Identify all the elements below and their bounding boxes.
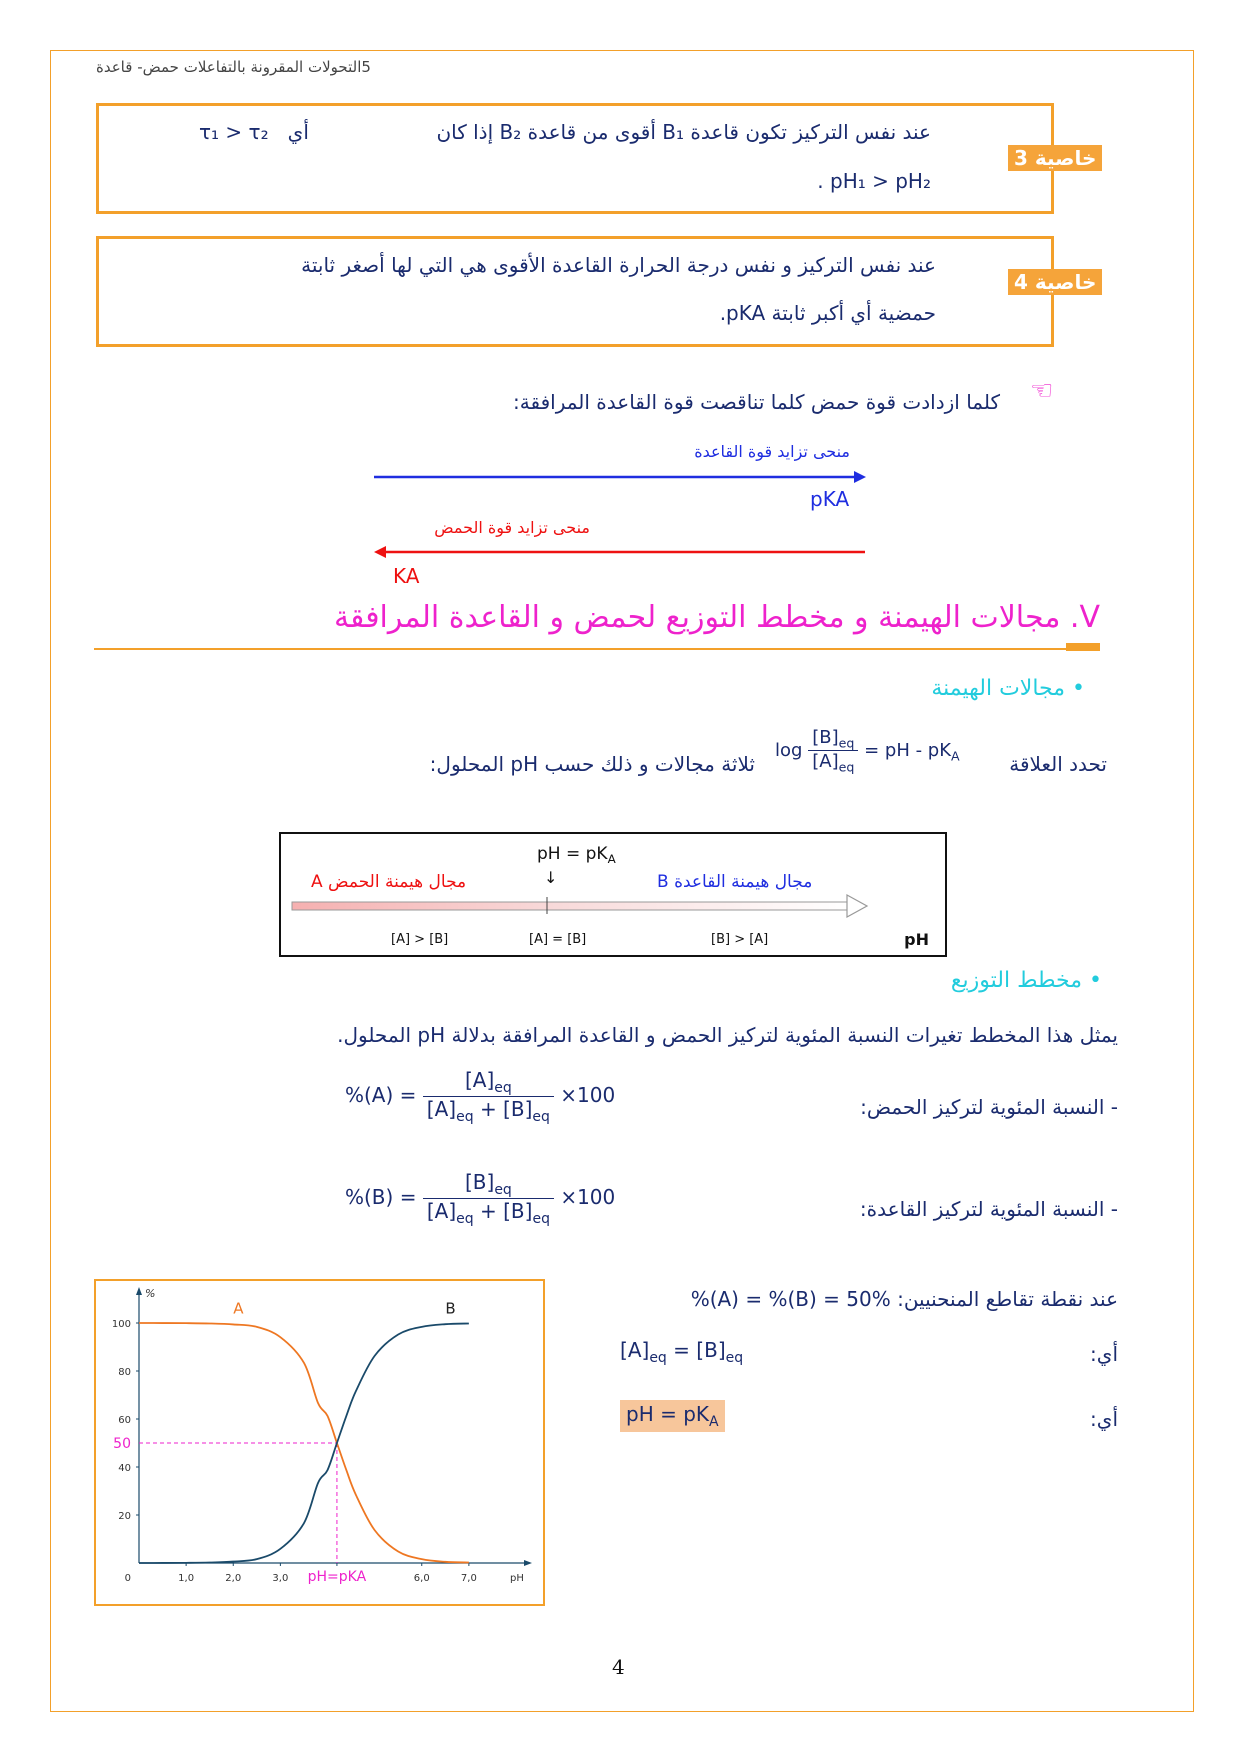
pka-marker: pH = $pK_A$ — [537, 844, 616, 867]
intersection-ay-1: أي: — [1090, 1342, 1118, 1366]
acid-percent-formula: %(A) = $\frac{[A]_{eq}}{[A]_{eq} + [B]_{eq}}$ ×100 — [345, 1068, 616, 1125]
x-axis-label: pH — [510, 1573, 524, 1584]
relation-formula: log $\frac{[B]_{eq}}{[A]_{eq}}$ = pH - $pK_A$ — [775, 727, 960, 775]
section-divider — [94, 648, 1100, 650]
domains-bullet: • مجالات الهيمنة — [931, 676, 1085, 701]
acid-percent-label: - النسبة المئوية لتركيز الحمض: — [860, 1095, 1118, 1119]
fifty-percent-label: 50 — [113, 1436, 131, 1452]
x-tick-label-origin: 0 — [124, 1573, 131, 1584]
x-axis-arrowhead — [524, 1560, 532, 1566]
equal-condition: [A] = [B] — [529, 932, 587, 947]
y-axis-label: % — [145, 1287, 156, 1300]
intersection-text: عند نقطة تقاطع المنحنيين: %(A) = %(B) = 50% — [690, 1287, 1118, 1311]
acid-strength-label: منحى تزايد قوة الحمض — [434, 518, 590, 537]
y-axis-arrowhead — [136, 1287, 142, 1295]
property-4-tag: خاصية 4 — [1008, 269, 1102, 295]
property-4-line1: عند نفس التركيز و نفس درجة الحرارة القاعدة الأقوى هي التي لها أصغر ثابتة — [301, 253, 936, 277]
pka-symbol: pKA — [810, 487, 850, 511]
base-strength-arrow — [370, 470, 870, 484]
section-divider-accent — [1066, 643, 1100, 651]
page-header: 5التحولات المقرونة بالتفاعلات حمض- قاعدة — [96, 58, 371, 76]
y-tick-label: 40 — [118, 1463, 131, 1474]
series-B-label: B — [445, 1299, 456, 1318]
x-tick-label: 1,0 — [178, 1573, 195, 1584]
ka-symbol: KA — [393, 564, 420, 588]
base-strength-label: منحى تزايد قوة القاعدة — [694, 442, 850, 461]
base-percent-formula: %(B) = $\frac{[B]_{eq}}{[A]_{eq} + [B]_{eq}}$ ×100 — [345, 1170, 616, 1227]
distribution-chart — [94, 1279, 545, 1606]
property-4-line2: حمضية أي أكبر ثابتة pKA. — [719, 301, 936, 325]
ph-axis-arrow — [291, 894, 871, 918]
equal-concentrations: $[A]_{eq} = [B]_{eq}$ — [620, 1338, 744, 1366]
marker-down-arrow: ↓ — [544, 868, 558, 887]
ph-axis-label: pH — [904, 930, 929, 949]
base-condition: [B] > [A] — [711, 932, 769, 947]
x-tick-label: 3,0 — [272, 1573, 289, 1584]
y-tick-label: 20 — [118, 1511, 131, 1522]
intersection-ay-2: أي: — [1090, 1407, 1118, 1431]
acid-condition: [A] > [B] — [391, 932, 449, 947]
x-tick-label: 7,0 — [460, 1573, 477, 1584]
base-percent-label: - النسبة المئوية لتركيز القاعدة: — [859, 1197, 1118, 1221]
property-3-tag: خاصية 3 — [1008, 145, 1102, 171]
strength-note: كلما ازدادت قوة حمض كلما تناقصت قوة القاعدة المرافقة: — [513, 390, 1000, 414]
pointing-hand-icon: ☜ — [1030, 376, 1054, 406]
distribution-intro: يمثل هذا المخطط تغيرات النسبة المئوية لتركيز الحمض و القاعدة المرافقة بدلالة pH المحلول. — [337, 1023, 1118, 1047]
distribution-chart-svg — [96, 1281, 543, 1604]
property-3-line2: pH₁ > pH₂ . — [817, 169, 931, 193]
dominance-diagram — [279, 832, 947, 957]
property-3-box — [96, 103, 1054, 214]
pka-tick-label: pH=pKA — [307, 1569, 367, 1585]
y-tick-label: 100 — [111, 1319, 131, 1330]
page-number: 4 — [612, 1655, 625, 1679]
base-dominance-zone: مجال هيمنة القاعدة B — [657, 872, 813, 892]
distribution-bullet: • مخطط التوزيع — [950, 968, 1102, 993]
domains-sentence-start: تحدد العلاقة — [1009, 752, 1107, 776]
series-A-label: A — [233, 1299, 244, 1318]
acid-dominance-zone: مجال هيمنة الحمض A — [311, 872, 467, 892]
x-tick-label: 6,0 — [413, 1573, 430, 1584]
property-4-box — [96, 236, 1054, 347]
acid-strength-arrow — [370, 545, 870, 559]
y-tick-label: 60 — [118, 1415, 131, 1426]
property-3-line1: عند نفس التركيز تكون قاعدة B₁ أقوى من قاعدة B₂ إذا كان — [436, 120, 931, 144]
domains-sentence-end: ثلاثة مجالات و ذلك حسب pH المحلول: — [429, 752, 755, 776]
y-tick-label: 80 — [118, 1367, 131, 1378]
section-7-title: V. مجالات الهيمنة و مخطط التوزيع لحمض و القاعدة المرافقة — [333, 600, 1100, 635]
ph-equals-pka: pH = $pK_A$ — [620, 1400, 725, 1432]
x-tick-label: 2,0 — [225, 1573, 242, 1584]
property-3-condition: أي τ₁ > τ₂ — [199, 120, 309, 144]
